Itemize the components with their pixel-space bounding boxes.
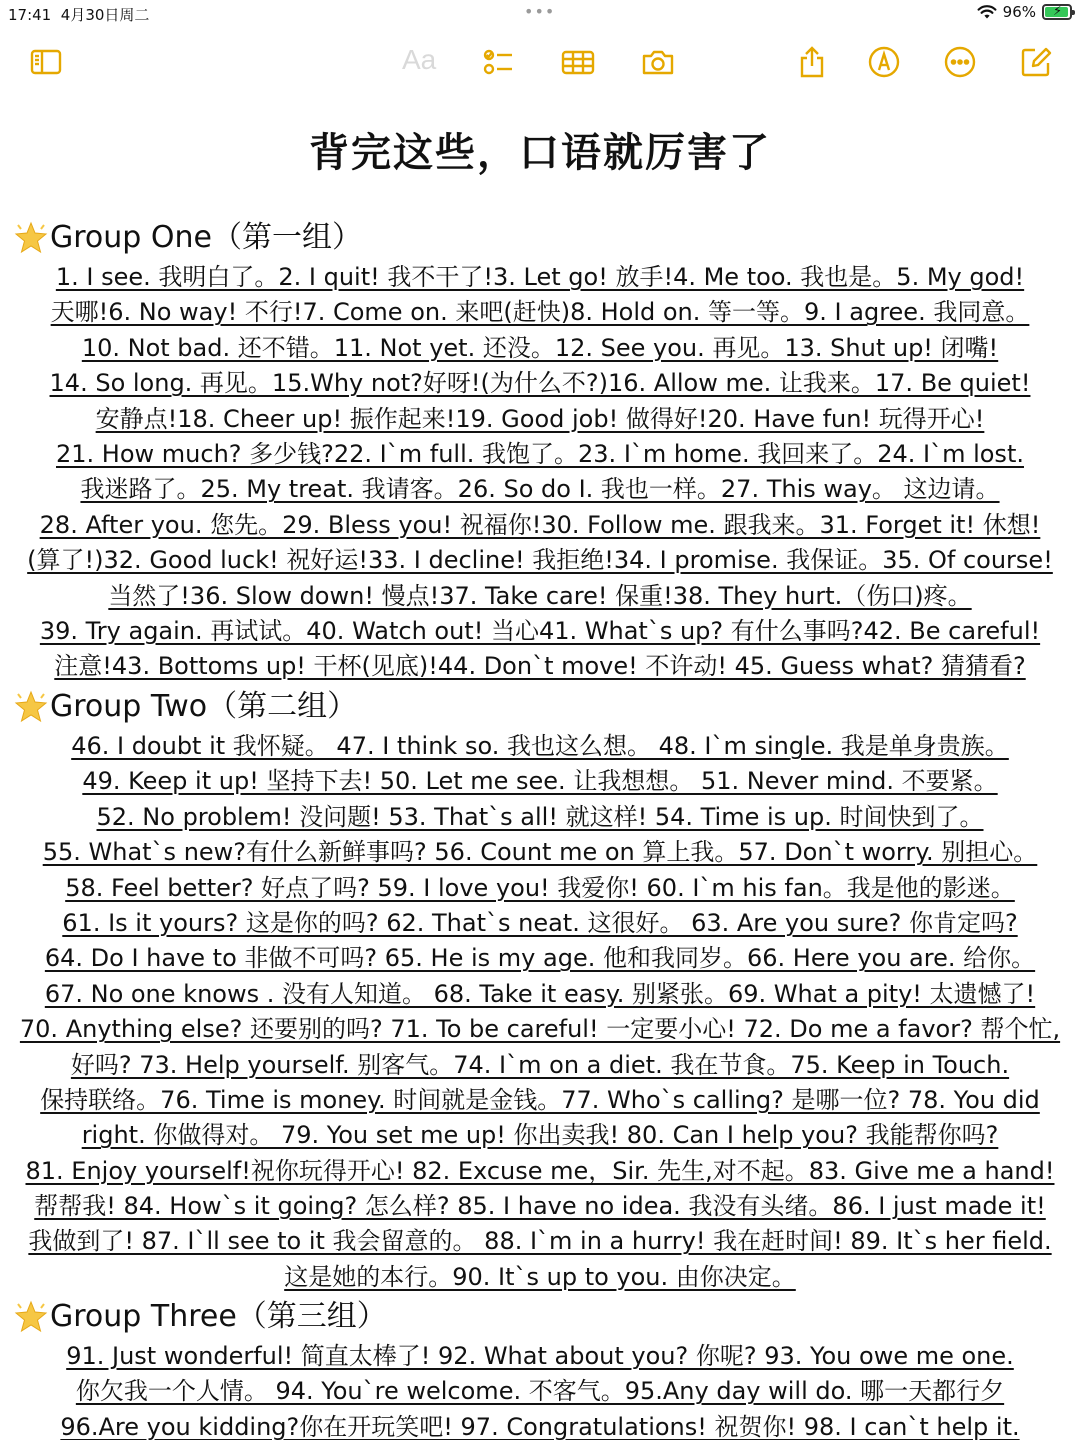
- text-line: 58. Feel better? 好点了吗? 59. I love you! 我爱你! 60. I`m his fan。我是他的影迷。: [65, 873, 1015, 902]
- group-heading: [14, 1298, 387, 1336]
- group-heading: [14, 219, 362, 257]
- text-line: 1. I see. 我明白了。2. I quit! 我不干了!3. Let go! 放手!4. Me too. 我也是。5. My god!: [55, 263, 1025, 291]
- text-line: 你欠我一个人情。 94. You`re welcome. 不客气。95.Any day will do. 哪一天都行夕: [75, 1377, 1005, 1406]
- format-button[interactable]: Aa: [402, 44, 437, 75]
- status-bar: [0, 0, 1080, 28]
- text-line: 91. Just wonderful! 简直太棒了! 92. What about you? 你呢? 93. You owe me one.: [66, 1342, 1014, 1370]
- notes-toolbar: [0, 36, 1080, 86]
- checklist-icon[interactable]: [478, 42, 518, 82]
- text-line: 这是她的本行。90. It`s up to you. 由你决定。: [284, 1262, 796, 1291]
- group-body[interactable]: [16, 1339, 1064, 1440]
- text-line: 好吗? 73. Help yourself. 别客气。74. I`m on a diet. 我在节食。75. Keep in Touch.: [70, 1050, 1010, 1079]
- text-line: 81. Enjoy yourself!祝你玩得开心! 82. Excuse me，Sir. 先生,对不起。83. Give me a hand!: [25, 1156, 1055, 1185]
- multitask-dots[interactable]: •••: [524, 2, 556, 21]
- text-line: 28. After you. 您先。29. Bless you! 祝福你!30. Follow me. 跟我来。31. Forget it! 休想!: [39, 510, 1041, 539]
- text-line: 当然了!36. Slow down! 慢点!37. Take care! 保重!38. They hurt.（伤口)疼。: [108, 581, 972, 610]
- markup-icon[interactable]: [864, 42, 904, 82]
- text-line: 安静点!18. Cheer up! 振作起来!19. Good job! 做得好!20. Have fun! 玩得开心!: [95, 404, 985, 433]
- group-heading-text: Group Three（第三组）: [50, 1299, 387, 1334]
- star-emoji-icon: [14, 690, 48, 724]
- text-line: 21. How much? 多少钱?22. I`m full. 我饱了。23. I`m home. 我回来了。24. I`m lost.: [56, 439, 1024, 468]
- share-icon[interactable]: [792, 42, 832, 82]
- text-line: 注意!43. Bottoms up! 干杯(见底)!44. Don`t move! 不许动! 45. Guess what? 猜猜看?: [54, 652, 1026, 681]
- text-line: 帮帮我! 84. How`s it going? 怎么样? 85. I have no idea. 我没有头绪。86. I just made it!: [34, 1192, 1046, 1221]
- text-line: 64. Do I have to 非做不可吗? 65. He is my age. 他和我同岁。66. Here you are. 给你。: [44, 944, 1036, 973]
- text-line: 39. Try again. 再试试。40. Watch out! 当心41. What`s up? 有什么事吗?42. Be careful!: [39, 616, 1041, 645]
- camera-icon[interactable]: [638, 42, 678, 82]
- text-line: 67. No one knows . 没有人知道。 68. Take it easy. 别紧张。69. What a pity! 太遗憾了!: [44, 979, 1036, 1008]
- text-line: 10. Not bad. 还不错。11. Not yet. 还没。12. See you. 再见。13. Shut up! 闭嘴!: [81, 333, 999, 362]
- text-line: 96.Are you kidding?你在开玩笑吧! 97. Congratulations! 祝贺你! 98. I can`t help it.: [60, 1412, 1020, 1440]
- text-line: 61. Is it yours? 这是你的吗? 62. That`s neat. 这很好。 63. Are you sure? 你肯定吗?: [62, 908, 1018, 937]
- battery-percent: 96%: [1002, 3, 1036, 21]
- text-line: 14. So long. 再见。15.Why not?好呀!(为什么不?)16. Allow me. 让我来。17. Be quiet!: [49, 369, 1031, 398]
- wifi-icon: [977, 4, 997, 20]
- group-body[interactable]: [16, 729, 1064, 1295]
- group-heading: [14, 688, 357, 726]
- group-body[interactable]: [16, 260, 1064, 685]
- text-line: (算了!)32. Good luck! 祝好运!33. I decline! 我拒绝!34. I promise. 我保证。35. Of course!: [27, 546, 1053, 575]
- compose-icon[interactable]: [1016, 42, 1056, 82]
- status-time: 17:41 4月30日周二: [8, 6, 150, 24]
- group-heading-text: Group One（第一组）: [50, 220, 362, 255]
- text-line: 保持联络。76. Time is money. 时间就是金钱。77. Who`s calling? 是哪一位? 78. You did: [40, 1085, 1040, 1114]
- note-title[interactable]: 背完这些，口语就厉害了: [309, 130, 771, 176]
- star-emoji-icon: [14, 221, 48, 255]
- text-line: 我做到了! 87. I`ll see to it 我会留意的。 88. I`m in a hurry! 我在赶时间! 89. It`s her field.: [28, 1227, 1052, 1256]
- more-icon[interactable]: [940, 42, 980, 82]
- text-line: 46. I doubt it 我怀疑。 47. I think so. 我也这么想。 48. I`m single. 我是单身贵族。: [71, 732, 1009, 760]
- text-line: 52. No problem! 没问题! 53. That`s all! 就这样! 54. Time is up. 时间快到了。: [96, 802, 984, 831]
- text-line: 55. What`s new?有什么新鲜事吗? 56. Count me on 算上我。57. Don`t worry. 别担心。: [42, 838, 1038, 867]
- text-line: 天哪!6. No way! 不行!7. Come on. 来吧(赶快)8. Hold on. 等一等。9. I agree. 我同意。: [50, 298, 1030, 327]
- star-emoji-icon: [14, 1300, 48, 1334]
- group-heading-text: Group Two（第二组）: [50, 689, 358, 724]
- text-line: 49. Keep it up! 坚持下去! 50. Let me see. 让我想想。 51. Never mind. 不要紧。: [82, 767, 998, 796]
- text-line: right. 你做得对。 79. You set me up! 你出卖我! 80. Can I help you? 我能帮你吗?: [81, 1121, 999, 1150]
- text-line: 我迷路了。25. My treat. 我请客。26. So do I. 我也一样。27. This way。 这边请。: [80, 475, 1000, 504]
- sidebar-icon[interactable]: [26, 42, 66, 82]
- table-icon[interactable]: [558, 42, 598, 82]
- battery-icon: ⚡: [1042, 4, 1072, 20]
- text-line: 70. Anything else? 还要别的吗? 71. To be careful! 一定要小心! 72. Do me a favor? 帮个忙,: [19, 1015, 1061, 1044]
